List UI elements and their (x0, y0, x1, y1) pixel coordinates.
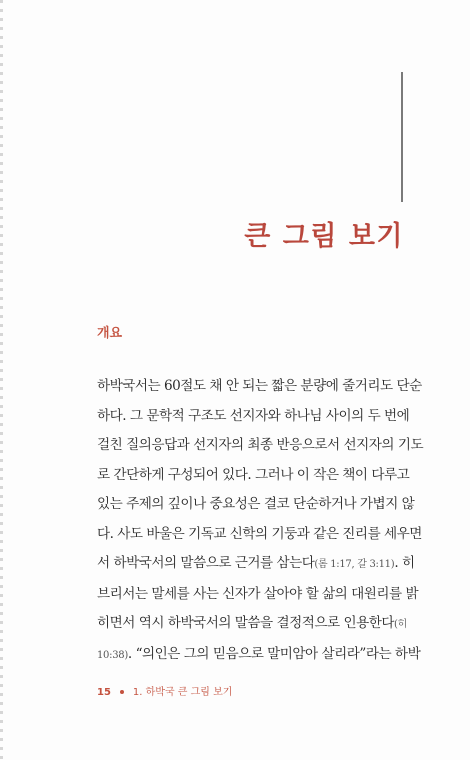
chapter-title: 큰 그림 보기 (244, 221, 404, 252)
body-line: 서 하박국서의 말씀으로 근거를 삼는다(롬 1:17, 갈 3:11). 히 (97, 555, 415, 571)
body-line: 걸친 질의응답과 선지자의 최종 반응으로서 선지자의 기도 (97, 437, 424, 453)
body-line: 10:38). “의인은 그의 믿음으로 말미암아 살리라”라는 하박 (97, 645, 421, 662)
body-line: 하다. 그 문학적 구조도 선지자와 하나님 사이의 두 번에 (97, 407, 410, 424)
body-line: 하박국서는 60절도 채 안 되는 짧은 분량에 줄거리도 단순 (97, 378, 422, 394)
scripture-reference: (히 (394, 619, 407, 630)
body-line: 브리서는 말세를 사는 신자가 살아야 할 삶의 대원리를 밝 (97, 585, 419, 602)
scripture-reference: (롬 1:17, 갈 3:11) (314, 559, 395, 570)
vertical-rule (401, 72, 403, 202)
body-line: 다. 사도 바울은 기독교 신학의 기둥과 같은 진리를 세우면 (97, 525, 422, 542)
body-line: 로 간단하게 구성되어 있다. 그러나 이 작은 책이 다루고 (97, 466, 410, 483)
page-number: 15 (97, 687, 111, 698)
separator-dot-icon (120, 690, 124, 694)
page-edge-marks (0, 0, 3, 760)
section-heading: 개요 (97, 326, 123, 341)
scripture-reference: 10:38) (97, 649, 128, 661)
body-paragraph (97, 372, 424, 670)
body-line: 히면서 역시 하박국서의 말씀을 결정적으로 인용한다(히 (97, 615, 407, 631)
running-title: 1. 하박국 큰 그림 보기 (132, 687, 233, 698)
body-line: 있는 주제의 깊이나 중요성은 결코 단순하거나 가볍지 않 (97, 496, 415, 512)
page-footer (97, 683, 232, 698)
